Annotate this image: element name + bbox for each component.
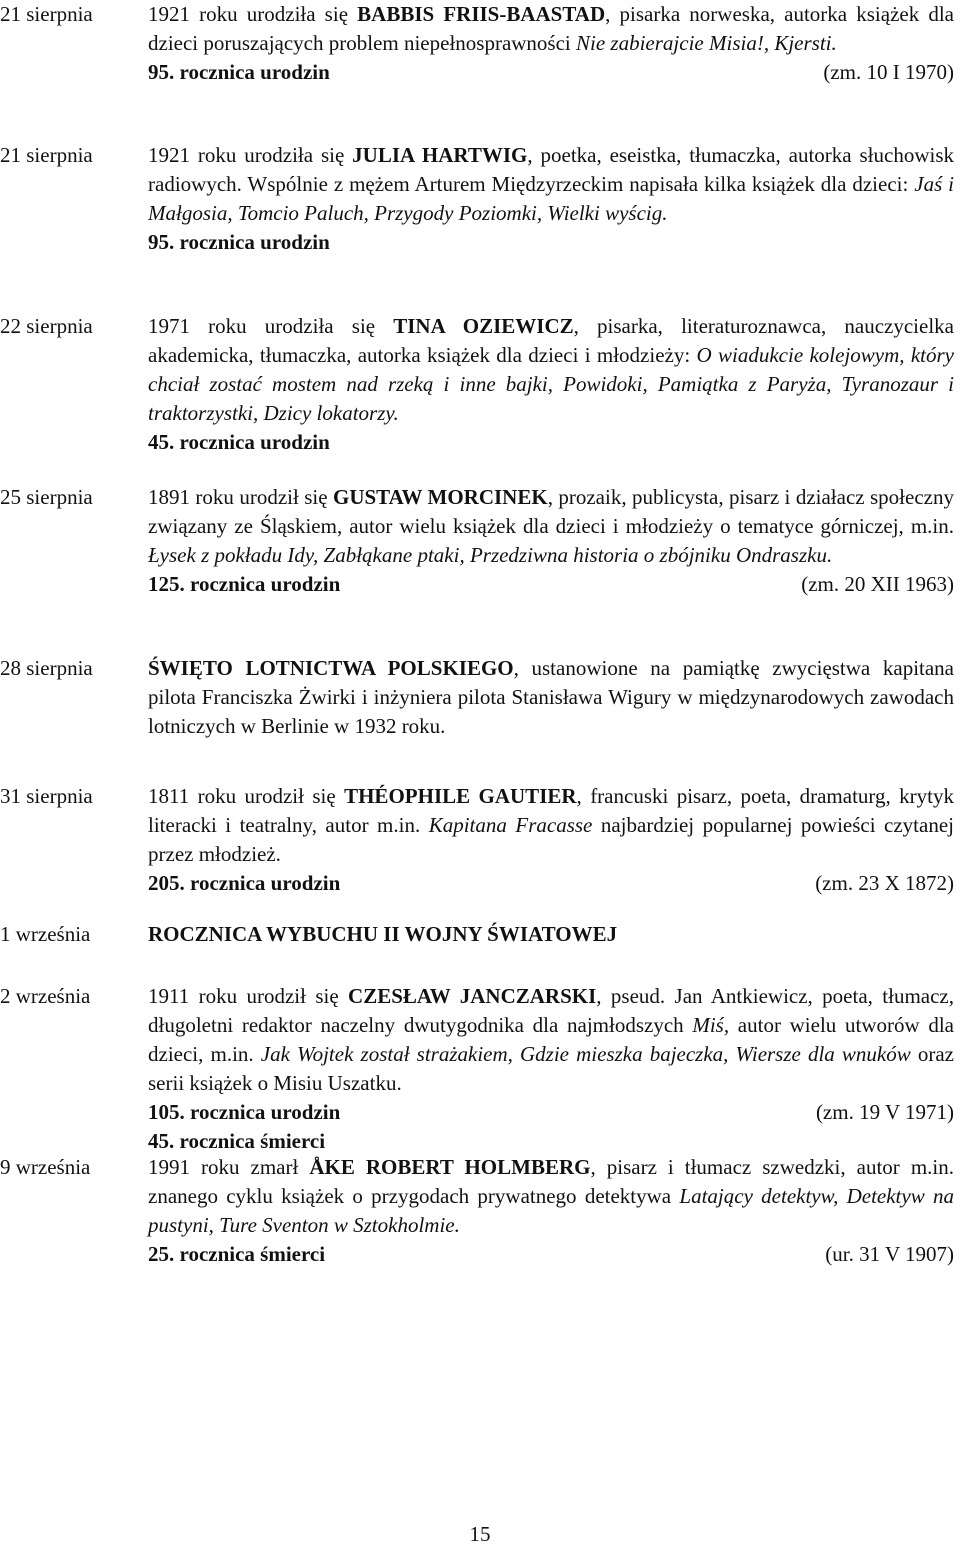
entry-text bbox=[148, 654, 954, 741]
entry-text-segment: 1921 roku urodziła się bbox=[148, 143, 353, 167]
anniversary-label: 205. rocznica urodzin bbox=[148, 871, 341, 895]
entry-text bbox=[148, 1153, 954, 1240]
entry-text-segment: oraz serii książek o Misiu Uszatku. bbox=[148, 1042, 954, 1095]
entry-date: 22 sierpnia bbox=[0, 314, 93, 338]
entry-text-segment: najbardziej popularnej powieści czytanej przez młodzież. bbox=[148, 813, 954, 866]
entry-date: 21 sierpnia bbox=[0, 143, 93, 167]
anniversary-line bbox=[148, 1240, 954, 1269]
entry-title-italic: Jaś i Małgosia, Tomcio Paluch, Przygody Poziomki, Wielki wyścig. bbox=[148, 172, 955, 225]
anniversary-line bbox=[148, 428, 954, 457]
entry-text bbox=[148, 141, 954, 228]
entry-date-note: (zm. 20 XII 1963) bbox=[801, 572, 954, 596]
entry-text-segment: , pisarka, literaturoznawca, nauczycielka akademicka, tłumaczka, autorka książek dla dzieci i młodzieży: bbox=[148, 314, 954, 367]
anniversary-line bbox=[148, 58, 823, 87]
anniversary-label: 95. rocznica urodzin bbox=[148, 230, 330, 254]
entry-highlight: CZESŁAW JANCZARSKI bbox=[348, 984, 597, 1008]
anniversary-label: 45. rocznica śmierci bbox=[148, 1129, 326, 1153]
entry-title-italic: Nie zabierajcie Misia!, Kjersti. bbox=[576, 31, 837, 55]
entry-highlight: GUSTAW MORCINEK bbox=[333, 485, 548, 509]
entry-title-italic: Miś, bbox=[692, 1013, 730, 1037]
entry-title-italic: Kapitana Fracasse bbox=[428, 813, 593, 837]
entry-highlight: BABBIS FRIIS-BAASTAD bbox=[357, 2, 606, 26]
anniversary-label: 45. rocznica urodzin bbox=[148, 430, 330, 454]
entry-text bbox=[148, 920, 954, 949]
entry-text-segment: , francuski pisarz, poeta, dramaturg, krytyk literacki i teatralny, autor m.in. bbox=[148, 784, 954, 837]
entry-text-segment: autor wielu utworów dla dzieci, m.in. bbox=[148, 1013, 955, 1066]
anniversary-line bbox=[148, 869, 954, 898]
entry-text-segment: , poetka, eseistka, tłumaczka, autorka słuchowisk radiowych. Wspólnie z mężem Arturem Międzyrzeckim napisała kilka książek dla dzieci: bbox=[148, 143, 954, 196]
entry-body bbox=[148, 982, 954, 1156]
entry-text bbox=[148, 312, 954, 428]
entry-date: 28 sierpnia bbox=[0, 656, 93, 680]
page-number: 15 bbox=[469, 1522, 491, 1546]
entry-date: 25 sierpnia bbox=[0, 485, 93, 509]
entry-body bbox=[148, 0, 954, 87]
entry-body bbox=[148, 483, 954, 599]
entry-body bbox=[148, 1153, 954, 1269]
entry-title-italic: Jak Wojtek został strażakiem, Gdzie mieszka bajeczka, Wiersze dla wnuków bbox=[260, 1042, 911, 1066]
entry-text bbox=[148, 982, 954, 1098]
anniversary-label: 125. rocznica urodzin bbox=[148, 572, 341, 596]
entry-date: 1 września bbox=[0, 922, 91, 946]
entry-text bbox=[148, 782, 954, 869]
entry-date-note: (zm. 19 V 1971) bbox=[815, 1100, 954, 1124]
entry-highlight: TINA OZIEWICZ bbox=[393, 314, 574, 338]
entry-highlight: ROCZNICA WYBUCHU II WOJNY ŚWIATOWEJ bbox=[148, 922, 618, 946]
entry-highlight: ŚWIĘTO LOTNICTWA POLSKIEGO bbox=[148, 656, 514, 680]
entry-title-italic: O wiadukcie kolejowym, który chciał zostać mostem nad rzeką i inne bajki, Powidoki, Pamiątka z Paryża, Tyranozaur i traktorzystki, Dzicy lokatorzy. bbox=[148, 343, 954, 425]
entry-date: 21 sierpnia bbox=[0, 2, 93, 26]
entry-body bbox=[148, 782, 954, 898]
entry-text-segment: , pisarka norweska, autorka książek dla dzieci poruszających problem niepełnosprawności bbox=[148, 2, 954, 55]
entry-title-italic: Latający detektyw, Detektyw na pustyni, Ture Sventon w Sztokholmie. bbox=[148, 1184, 954, 1237]
entry-highlight: ÅKE ROBERT HOLMBERG bbox=[309, 1155, 591, 1179]
entry-text-segment: , ustanowione na pamiątkę zwycięstwa kapitana pilota Franciszka Żwirki i inżyniera pilota Stanisława Wigury w międzynarodowych zawodach lotniczych w Berlinie w 1932 roku. bbox=[148, 656, 955, 738]
anniversary-line bbox=[148, 1098, 954, 1127]
entry-body bbox=[148, 654, 954, 741]
entry-text-segment: , prozaik, publicysta, pisarz i działacz społeczny związany ze Śląskiem, autor wielu książek dla dzieci i młodzieży o tematyce górniczej, m.in. bbox=[148, 485, 954, 538]
anniversary-label: 105. rocznica urodzin bbox=[148, 1100, 341, 1124]
entry-text-segment: 1891 roku urodził się bbox=[148, 485, 333, 509]
anniversary-label: 95. rocznica urodzin bbox=[148, 60, 330, 84]
entry-body bbox=[148, 312, 954, 457]
entry-text-segment: 1921 roku urodziła się bbox=[148, 2, 358, 26]
entry-body bbox=[148, 920, 954, 949]
entry-body bbox=[148, 141, 954, 257]
entry-date: 31 sierpnia bbox=[0, 784, 93, 808]
entry-date-note: (ur. 31 V 1907) bbox=[825, 1242, 954, 1266]
entry-text-segment: 1811 roku urodził się bbox=[148, 784, 345, 808]
anniversary-label: 25. rocznica śmierci bbox=[148, 1242, 326, 1266]
anniversary-line bbox=[148, 570, 801, 599]
entry-text-segment: , pisarz i tłumacz szwedzki, autor m.in. znanego cyklu książek o przygodach prywatnego detektywa bbox=[148, 1155, 954, 1208]
entry-date-note: (zm. 10 I 1970) bbox=[823, 60, 954, 84]
entry-text-segment: 1911 roku urodził się bbox=[148, 984, 349, 1008]
entry-date-note: (zm. 23 X 1872) bbox=[815, 871, 954, 895]
entry-text-segment: 1971 roku urodziła się bbox=[148, 314, 394, 338]
entry-date: 2 września bbox=[0, 984, 91, 1008]
entry-highlight: THÉOPHILE GAUTIER bbox=[344, 784, 577, 808]
entry-date: 9 września bbox=[0, 1155, 91, 1179]
entry-text-segment: , pseud. Jan Antkiewicz, poeta, tłumacz, długoletni redaktor naczelny dwutygodnika dla najmłodszych bbox=[148, 984, 954, 1037]
entry-highlight: JULIA HARTWIG bbox=[352, 143, 528, 167]
anniversary-line bbox=[148, 228, 954, 257]
entry-title-italic: Łysek z pokładu Idy, Zabłąkane ptaki, Przedziwna historia o zbójniku Ondraszku. bbox=[148, 543, 833, 567]
entry-text-segment: 1991 roku zmarł bbox=[148, 1155, 310, 1179]
